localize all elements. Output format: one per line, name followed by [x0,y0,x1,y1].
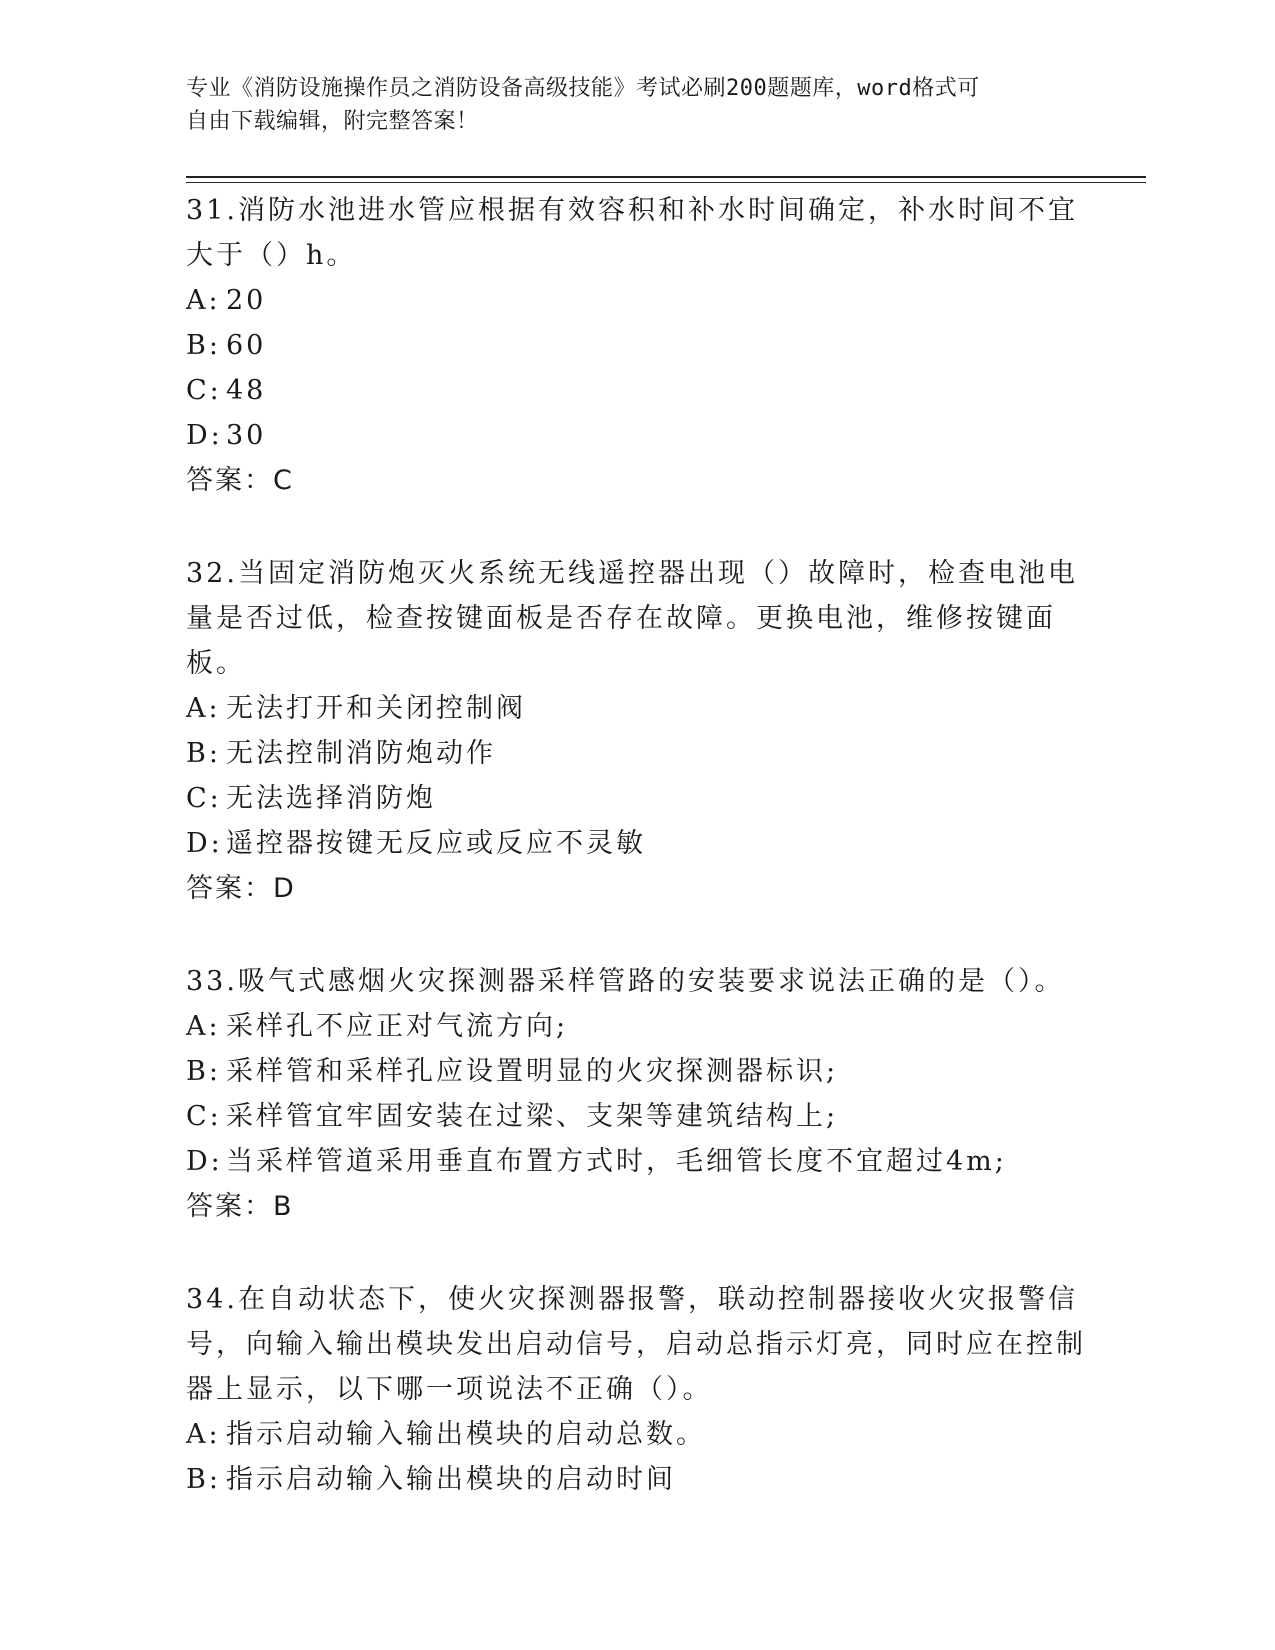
option-text: 无法选择消防炮 [226,783,436,814]
option-text: 采样管和采样孔应设置明显的火灾探测器标识; [226,1056,839,1087]
option-text: 采样孔不应正对气流方向; [226,1011,569,1042]
option-key: B: [186,1056,221,1087]
option-text: 30 [226,420,267,451]
question-list [186,188,1086,1550]
option-b [186,323,1086,368]
option-key: A: [186,1419,221,1450]
option-key: D: [186,1146,223,1177]
option-b [186,1457,1086,1502]
option-d [186,821,1086,866]
option-c [186,1094,1086,1139]
header-line-2: 自由下载编辑，附完整答案！ [186,109,479,134]
answer: 答案：D [186,873,296,904]
option-text: 采样管宜牢固安装在过梁、支架等建筑结构上; [226,1101,839,1132]
option-a [186,278,1086,323]
question-33 [186,959,1086,1229]
option-key: B: [186,738,221,769]
header-divider [186,176,1146,178]
header-divider-thin [186,182,1146,183]
option-text: 遥控器按键无反应或反应不灵敏 [226,828,646,859]
option-c [186,368,1086,413]
option-key: D: [186,420,223,451]
option-text: 指示启动输入输出模块的启动时间 [226,1464,676,1495]
option-text: 指示启动输入输出模块的启动总数。 [226,1419,706,1450]
option-b [186,1049,1086,1094]
question-32 [186,551,1086,911]
option-d [186,1139,1086,1184]
option-a [186,1412,1086,1457]
option-key: C: [186,375,222,406]
question-text: 33.吸气式感烟火灾探测器采样管路的安装要求说法正确的是（）。 [186,966,1065,997]
document-header [186,72,1086,138]
option-text: 当采样管道采用垂直布置方式时，毛细管长度不宜超过4m; [226,1146,1007,1177]
option-key: A: [186,1011,221,1042]
option-d [186,413,1086,458]
option-key: B: [186,330,221,361]
option-text: 48 [226,375,267,406]
option-text: 20 [226,285,267,316]
answer: 答案：B [186,1191,294,1222]
option-key: B: [186,1464,221,1495]
option-text: 60 [226,330,267,361]
option-key: C: [186,783,222,814]
question-text: 32.当固定消防炮灭火系统无线遥控器出现（）故障时，检查电池电量是否过低，检查按键面板是否存在故障。更换电池，维修按键面板。 [186,558,1078,679]
answer: 答案：C [186,465,294,496]
option-key: C: [186,1101,222,1132]
option-a [186,686,1086,731]
question-text: 31.消防水池进水管应根据有效容积和补水时间确定，补水时间不宜大于（）h。 [186,195,1078,271]
option-c [186,776,1086,821]
option-b [186,731,1086,776]
option-key: A: [186,285,221,316]
question-text: 34.在自动状态下，使火灾探测器报警，联动控制器接收火灾报警信号，向输入输出模块发出启动信号，启动总指示灯亮，同时应在控制器上显示，以下哪一项说法不正确（）。 [186,1284,1086,1405]
option-text: 无法打开和关闭控制阀 [226,693,526,724]
question-31 [186,188,1086,503]
question-34 [186,1277,1086,1502]
option-key: A: [186,693,221,724]
header-line-1: 专业《消防设施操作员之消防设备高级技能》考试必刷200题题库，word格式可 [186,76,980,101]
option-text: 无法控制消防炮动作 [226,738,496,769]
option-a [186,1004,1086,1049]
option-key: D: [186,828,223,859]
